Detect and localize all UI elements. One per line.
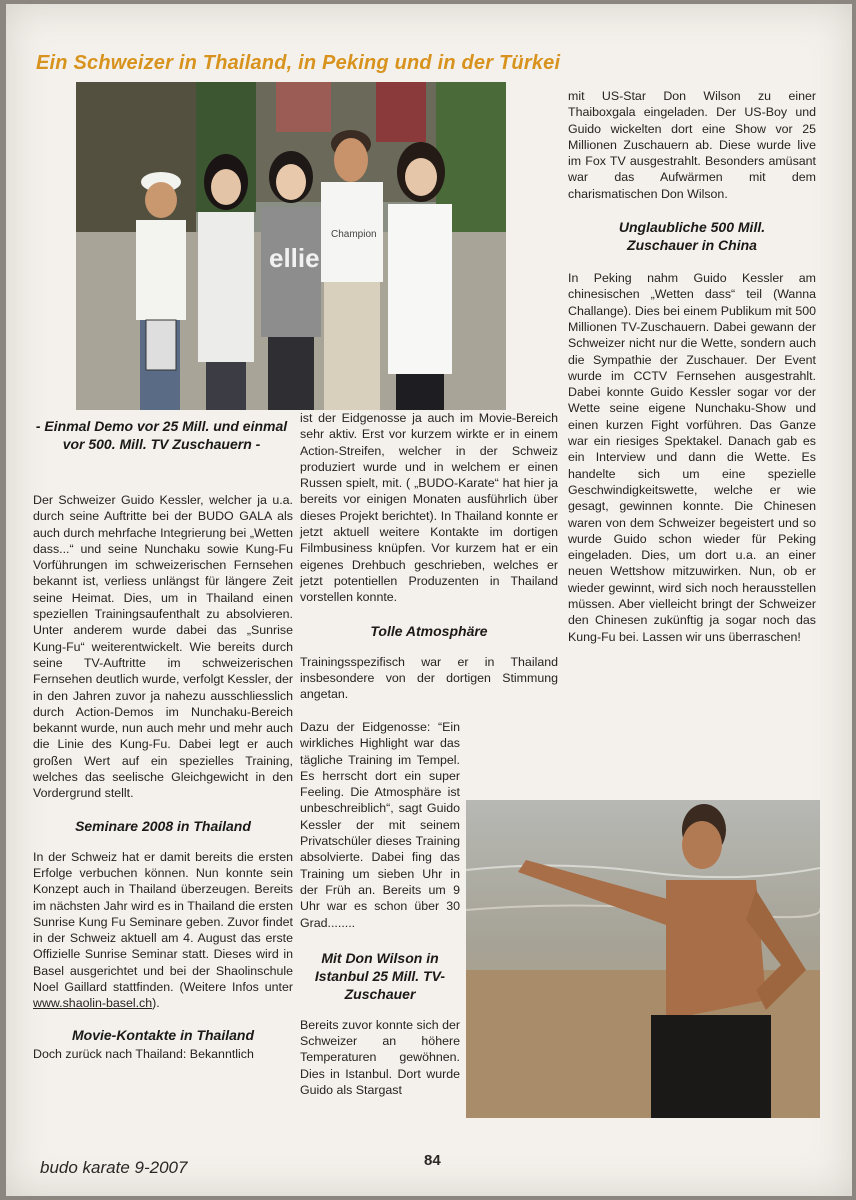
magazine-page [6,4,852,1196]
column-2-paragraph-2: Trainingsspezifisch war er in Thailand insbesondere von der dortigen Stimmung angetan. [300,654,558,702]
magazine-issue: budo karate 9-2007 [40,1158,188,1177]
column-1-paragraph-3: Doch zurück nach Thailand: Bekanntlich [33,1046,254,1061]
column-2-paragraph-3: Dazu der Eidgenosse: “Ein wirkliches Highlight war das tägliche Training im Tempel. Es herrscht dort ein super Feeling. Die Atmosphäre ist unbeschreiblich“, sagt Guido Kessler der mit seinem Privatschüler dieses Training absolvierte. Dabei fing das Training um sieben Uhr in der Früh an. Bereits um 9 Uhr war es schon über 30 Grad........ [300,720,460,930]
shaolin-basel-link[interactable]: www.shaolin-basel.ch [33,996,153,1011]
beach-photo [466,800,820,1118]
shirt-text: ellie [269,243,320,273]
photo-caption: - Einmal Demo vor 25 Mill. und einmal vor 500. Mill. TV Zuschauern - [35,418,288,452]
column-3 [568,88,816,645]
column-1-paragraph-1: Der Schweizer Guido Kessler, welcher ja u.a. durch seine Auftritte bei der BUDO GALA als auch durch mehrfache Integrierung bei „Wetten dass...“ und seine Nunchaku sowie Kung-Fu Vorführungen im schweizerischen Fernsehen bekannt ist, verliess unlängst für längere Zeit seine Heimat. Dies, um in Thailand einen speziellen Trainingsaufenthalt zu absolvieren. Unter anderem wurde dabei das „Sunrise Kung-Fu“ weiterentwickelt. Wie bereits durch seine TV-Auftritte im schweizerischen Fernsehen deutlich wurde, verfolgt Kessler, der in den Jahren zuvor ja nahezu ausschliesslich durch Action-Demos im Nunchaku-Bereich bekannt wurde, nun auch mehr und mehr auch die Linie des Kung-Fu. Dabei legt er auch großen Wert auf ein spezielles Training, welches das seelische Gleichgewicht in den Vordergrund stellt. [33,493,293,801]
subhead-china: Unglaubliche 500 Mill. Zuschauer in China [618,219,766,254]
shirt-text-2: Champion [331,229,377,240]
subhead-seminare: Seminare 2008 in Thailand [75,817,251,834]
subhead-atmosphaere: Tolle Atmosphäre [370,622,488,639]
subhead-movie: Movie-Kontakte in Thailand [71,1026,254,1043]
column-2 [300,410,558,702]
column-3-paragraph-2: In Peking nahm Guido Kessler am chinesischen „Wetten dass“ teil (Wanna Challange). Dies bei einem Publikum mit 500 Millionen TV-Zuschauern. Dabei gewann der Schweizer nicht nur die Wette, sondern auch die Sympathie der Zuschauer. Der Event wurde im CCTV Fernsehen ausgestrahlt. Dabei konnte Guido Kessler sogar vor der Wette seine eigene Nunchaku-Show und einen kurzen Fight vorführen. Das Ganze war ein riesiges Spektakel. Danach gab es ein Interview und dann die Wette. Es handelte sich um eine spezielle Geschwindigkeitswette, welche er wie gesagt, gewinnen konnte. Die Chinesen waren von dem Schweizer begeistert und so wurde Guido schon wieder für Peking eingeladen. Dies, um dort u.a. an einer neuen Wettshow mitzuwirken. Nun, ob er wieder gewinnt, wird sich noch herausstellen müssen. Aber vielleicht bringt der Schweizer den Chinesen zukünftig ja sogar noch das Kung-Fu bei. Lassen wir uns überraschen! [568,271,816,644]
column-2-paragraph-1: ist der Eidgenosse ja auch im Movie-Bereich sehr aktiv. Erst vor kurzem wirkte er in einem Action-Streifen, welcher in der Schweiz produziert wurde und in welchem er einen Russen spielt, mit. ( „BUDO-Karate“ hat hier ja bereits vor einigen Monaten ausführlich über dieses Projekt berichtet). In Thailand konnte er jetzt aktuell weitere Kontakte im dortigen Filmbusiness knüpfen. Vor kurzem hat er ein eigenes Drehbuch geschrieben, welches er jetzt potentiellen Produzenten in Thailand vorstellen konnte. [300,411,558,605]
column-1-paragraph-2-text: In der Schweiz hat er damit bereits die ersten Erfolge verbuchen können. Nun konnte sein Konzept auch in Thailand überzeugen. Bereits im nächsten Jahr wird es in Thailand die ersten Sunrise Kung Fu Seminare geben. Zuvor findet in der Schweiz aktuell am 4. August das erste Offizielle Sunrise Seminar statt. Dieses wird in Basel ausgerichtet und bei der Shaolinschule Noel Gaillard stattfinden. (Weitere Infos unter [33,849,293,995]
article-headline: Ein Schweizer in Thailand, in Peking und in der Türkei [36,52,561,74]
column-1-paragraph-2-end: ). [152,996,160,1011]
page-number: 84 [424,1152,441,1169]
subhead-wilson: Mit Don Wilson in Istanbul 25 Mill. TV-Zuschauer [314,949,446,1002]
column-1-paragraph-2 [33,849,293,1012]
column-2-paragraph-4: Bereits zuvor konnte sich der Schweizer an höhere Temperaturen gewöhnen. Dies in Istanbul. Dort wurde Guido als Stargast [300,1017,460,1098]
column-3-paragraph-1: mit US-Star Don Wilson zu einer Thaiboxgala eingeladen. Der US-Boy und Guido wickelten dort eine Show vor 25 Millionen Zuschauern ab. Diese wurde live im Fox TV ausgestrahlt. Besonders amüsant war das Aufwärmen mit dem charismatischen Don Wilson. [568,89,816,201]
column-1 [33,492,293,1062]
column-2-lower [300,719,460,1098]
group-photo [76,82,506,410]
